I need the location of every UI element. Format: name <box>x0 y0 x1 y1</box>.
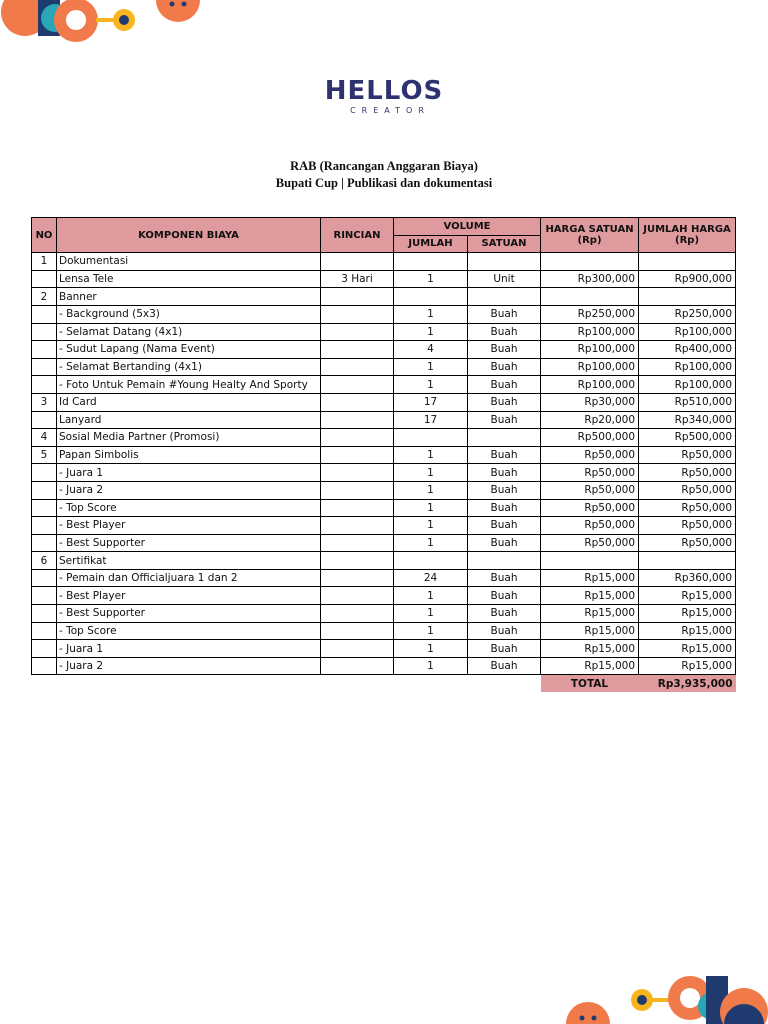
cell-harga-satuan: Rp100,000 <box>541 341 639 359</box>
cell-komponen: - Juara 1 <box>57 640 321 658</box>
cell-satuan: Buah <box>468 446 541 464</box>
table-row <box>32 481 736 499</box>
cell-no: 1 <box>32 253 57 271</box>
cell-rincian <box>321 657 394 675</box>
cell-rincian <box>321 305 394 323</box>
cell-jumlah-harga: Rp900,000 <box>639 270 736 288</box>
cell-jumlah: 1 <box>394 305 468 323</box>
cell-komponen: - Juara 2 <box>57 657 321 675</box>
logo-subtitle: CREATOR <box>350 106 430 115</box>
table-row <box>32 605 736 623</box>
title-line-2: Bupati Cup | Publikasi dan dokumentasi <box>275 176 493 190</box>
cell-rincian <box>321 640 394 658</box>
cell-no: 5 <box>32 446 57 464</box>
cell-jumlah-harga: Rp50,000 <box>639 517 736 535</box>
total-row <box>32 675 736 692</box>
cell-satuan: Buah <box>468 376 541 394</box>
cell-harga-satuan: Rp50,000 <box>541 446 639 464</box>
table-row <box>32 499 736 517</box>
cell-harga-satuan: Rp500,000 <box>541 429 639 447</box>
cell-no <box>32 499 57 517</box>
table-row <box>32 288 736 306</box>
cell-satuan: Buah <box>468 341 541 359</box>
cell-jumlah-harga: Rp100,000 <box>639 358 736 376</box>
cell-harga-satuan: Rp50,000 <box>541 464 639 482</box>
cell-jumlah: 1 <box>394 323 468 341</box>
cell-no <box>32 657 57 675</box>
total-value: Rp3,935,000 <box>639 675 736 692</box>
cell-jumlah-harga: Rp360,000 <box>639 569 736 587</box>
cell-harga-satuan: Rp20,000 <box>541 411 639 429</box>
cell-satuan <box>468 552 541 570</box>
cell-komponen: - Background (5x3) <box>57 305 321 323</box>
cell-rincian <box>321 464 394 482</box>
cell-jumlah-harga: Rp340,000 <box>639 411 736 429</box>
cell-rincian <box>321 481 394 499</box>
header-jumlah-harga-label: JUMLAH HARGA <box>643 224 731 236</box>
logo-wordmark: HELLOS <box>324 76 444 106</box>
cell-komponen: - Top Score <box>57 499 321 517</box>
cell-komponen: Lensa Tele <box>57 270 321 288</box>
cell-harga-satuan: Rp300,000 <box>541 270 639 288</box>
cell-rincian <box>321 358 394 376</box>
cell-komponen: - Foto Untuk Pemain #Young Healty And Sporty <box>57 376 321 394</box>
cell-jumlah: 1 <box>394 481 468 499</box>
cell-jumlah: 17 <box>394 411 468 429</box>
cell-jumlah-harga: Rp500,000 <box>639 429 736 447</box>
cell-harga-satuan: Rp50,000 <box>541 499 639 517</box>
cell-no: 4 <box>32 429 57 447</box>
cell-harga-satuan: Rp15,000 <box>541 587 639 605</box>
cell-satuan: Buah <box>468 393 541 411</box>
cell-harga-satuan: Rp15,000 <box>541 622 639 640</box>
cell-satuan: Buah <box>468 411 541 429</box>
cell-harga-satuan: Rp15,000 <box>541 605 639 623</box>
cell-rincian <box>321 341 394 359</box>
cell-no <box>32 587 57 605</box>
cell-harga-satuan: Rp100,000 <box>541 323 639 341</box>
cell-no: 2 <box>32 288 57 306</box>
cell-komponen: - Pemain dan Officialjuara 1 dan 2 <box>57 569 321 587</box>
cell-rincian <box>321 552 394 570</box>
cell-no <box>32 358 57 376</box>
cell-satuan <box>468 288 541 306</box>
cell-satuan <box>468 253 541 271</box>
cell-komponen: Sosial Media Partner (Promosi) <box>57 429 321 447</box>
cell-komponen: - Best Supporter <box>57 534 321 552</box>
cell-satuan: Buah <box>468 499 541 517</box>
cell-harga-satuan <box>541 253 639 271</box>
header-jumlah-harga <box>639 218 736 253</box>
cell-rincian <box>321 323 394 341</box>
cell-satuan: Buah <box>468 323 541 341</box>
cell-komponen: - Best Player <box>57 517 321 535</box>
header-harga-satuan-unit: (Rp) <box>577 235 602 247</box>
cell-jumlah-harga: Rp50,000 <box>639 464 736 482</box>
document-title <box>0 158 768 192</box>
cell-jumlah-harga: Rp15,000 <box>639 622 736 640</box>
cell-satuan: Buah <box>468 640 541 658</box>
cell-jumlah-harga <box>639 552 736 570</box>
cell-jumlah <box>394 429 468 447</box>
cell-no <box>32 341 57 359</box>
cell-rincian <box>321 499 394 517</box>
table-row <box>32 305 736 323</box>
cell-satuan: Buah <box>468 605 541 623</box>
corner-decoration-bottom <box>558 970 768 1024</box>
cell-komponen: Papan Simbolis <box>57 446 321 464</box>
cell-satuan: Buah <box>468 358 541 376</box>
cell-jumlah: 4 <box>394 341 468 359</box>
table-row <box>32 517 736 535</box>
cell-jumlah <box>394 552 468 570</box>
cell-satuan: Unit <box>468 270 541 288</box>
helios-creator-logo <box>0 78 768 115</box>
header-jumlah-harga-unit: (Rp) <box>675 235 700 247</box>
cell-jumlah-harga: Rp15,000 <box>639 587 736 605</box>
budget-table <box>31 217 736 692</box>
table-row <box>32 622 736 640</box>
header-harga-satuan-label: HARGA SATUAN <box>545 224 634 236</box>
cell-jumlah: 17 <box>394 393 468 411</box>
table-row <box>32 657 736 675</box>
cell-rincian <box>321 446 394 464</box>
cell-jumlah-harga: Rp15,000 <box>639 657 736 675</box>
cell-rincian <box>321 376 394 394</box>
cell-jumlah <box>394 253 468 271</box>
cell-satuan: Buah <box>468 534 541 552</box>
cell-harga-satuan: Rp100,000 <box>541 358 639 376</box>
cell-jumlah: 1 <box>394 358 468 376</box>
cell-komponen: - Best Player <box>57 587 321 605</box>
cell-harga-satuan: Rp15,000 <box>541 569 639 587</box>
table-row <box>32 587 736 605</box>
header-satuan: SATUAN <box>468 235 541 253</box>
header-volume: VOLUME <box>394 218 541 236</box>
cell-komponen: - Selamat Datang (4x1) <box>57 323 321 341</box>
cell-jumlah: 1 <box>394 657 468 675</box>
cell-jumlah: 1 <box>394 270 468 288</box>
cell-jumlah: 1 <box>394 605 468 623</box>
cell-satuan: Buah <box>468 622 541 640</box>
cell-harga-satuan: Rp15,000 <box>541 657 639 675</box>
cell-no: 3 <box>32 393 57 411</box>
cell-rincian <box>321 622 394 640</box>
cell-harga-satuan <box>541 288 639 306</box>
cell-jumlah-harga: Rp400,000 <box>639 341 736 359</box>
cell-harga-satuan: Rp100,000 <box>541 376 639 394</box>
cell-komponen: - Best Supporter <box>57 605 321 623</box>
cell-komponen: Sertifikat <box>57 552 321 570</box>
cell-satuan: Buah <box>468 481 541 499</box>
header-no: NO <box>32 218 57 253</box>
cell-jumlah-harga: Rp510,000 <box>639 393 736 411</box>
cell-no <box>32 270 57 288</box>
cell-rincian <box>321 517 394 535</box>
cell-jumlah-harga: Rp50,000 <box>639 499 736 517</box>
cell-no <box>32 464 57 482</box>
cell-rincian <box>321 587 394 605</box>
cell-satuan: Buah <box>468 305 541 323</box>
cell-jumlah-harga: Rp50,000 <box>639 481 736 499</box>
table-row <box>32 534 736 552</box>
table-row <box>32 411 736 429</box>
cell-komponen: Lanyard <box>57 411 321 429</box>
cell-jumlah: 1 <box>394 622 468 640</box>
cell-jumlah-harga <box>639 288 736 306</box>
cell-komponen: Id Card <box>57 393 321 411</box>
cell-jumlah: 1 <box>394 640 468 658</box>
cell-komponen: - Top Score <box>57 622 321 640</box>
cell-jumlah: 1 <box>394 587 468 605</box>
cell-rincian <box>321 253 394 271</box>
table-row <box>32 341 736 359</box>
cell-jumlah-harga: Rp50,000 <box>639 534 736 552</box>
cell-rincian: 3 Hari <box>321 270 394 288</box>
cell-komponen: - Selamat Bertanding (4x1) <box>57 358 321 376</box>
table-row <box>32 446 736 464</box>
table-row <box>32 569 736 587</box>
cell-komponen: Dokumentasi <box>57 253 321 271</box>
cell-satuan: Buah <box>468 569 541 587</box>
cell-satuan: Buah <box>468 657 541 675</box>
cell-komponen: - Sudut Lapang (Nama Event) <box>57 341 321 359</box>
total-label: TOTAL <box>541 675 639 692</box>
cell-no <box>32 517 57 535</box>
cell-harga-satuan: Rp250,000 <box>541 305 639 323</box>
cell-harga-satuan: Rp15,000 <box>541 640 639 658</box>
table-row <box>32 270 736 288</box>
cell-jumlah-harga: Rp250,000 <box>639 305 736 323</box>
cell-no <box>32 622 57 640</box>
cell-satuan: Buah <box>468 464 541 482</box>
total-spacer <box>32 675 541 692</box>
cell-jumlah-harga: Rp15,000 <box>639 640 736 658</box>
table-row <box>32 464 736 482</box>
cell-rincian <box>321 429 394 447</box>
cell-satuan: Buah <box>468 517 541 535</box>
cell-no <box>32 323 57 341</box>
cell-no <box>32 305 57 323</box>
cell-no <box>32 640 57 658</box>
cell-rincian <box>321 534 394 552</box>
header-harga-satuan <box>541 218 639 253</box>
cell-harga-satuan <box>541 552 639 570</box>
cell-komponen: - Juara 2 <box>57 481 321 499</box>
cell-jumlah: 1 <box>394 446 468 464</box>
cell-jumlah-harga: Rp100,000 <box>639 376 736 394</box>
cell-no <box>32 569 57 587</box>
cell-jumlah: 1 <box>394 499 468 517</box>
table-body <box>32 253 736 675</box>
cell-jumlah-harga: Rp15,000 <box>639 605 736 623</box>
table-row <box>32 640 736 658</box>
cell-rincian <box>321 393 394 411</box>
cell-rincian <box>321 411 394 429</box>
cell-satuan: Buah <box>468 587 541 605</box>
cell-harga-satuan: Rp50,000 <box>541 517 639 535</box>
corner-decoration-top <box>0 0 210 50</box>
cell-jumlah <box>394 288 468 306</box>
title-line-1: RAB (Rancangan Anggaran Biaya) <box>290 159 478 173</box>
cell-komponen: Banner <box>57 288 321 306</box>
cell-jumlah-harga <box>639 253 736 271</box>
header-rincian: RINCIAN <box>321 218 394 253</box>
cell-harga-satuan: Rp50,000 <box>541 534 639 552</box>
cell-satuan <box>468 429 541 447</box>
cell-no <box>32 534 57 552</box>
table-row <box>32 358 736 376</box>
cell-jumlah: 1 <box>394 517 468 535</box>
cell-jumlah: 1 <box>394 376 468 394</box>
cell-komponen: - Juara 1 <box>57 464 321 482</box>
cell-harga-satuan: Rp30,000 <box>541 393 639 411</box>
table-row <box>32 323 736 341</box>
header-jumlah: JUMLAH <box>394 235 468 253</box>
cell-rincian <box>321 569 394 587</box>
cell-no <box>32 411 57 429</box>
cell-jumlah: 1 <box>394 464 468 482</box>
cell-no <box>32 481 57 499</box>
cell-no <box>32 605 57 623</box>
table-row <box>32 393 736 411</box>
cell-jumlah-harga: Rp50,000 <box>639 446 736 464</box>
cell-no <box>32 376 57 394</box>
cell-jumlah: 24 <box>394 569 468 587</box>
cell-jumlah: 1 <box>394 534 468 552</box>
table-row <box>32 552 736 570</box>
cell-no: 6 <box>32 552 57 570</box>
cell-jumlah-harga: Rp100,000 <box>639 323 736 341</box>
table-row <box>32 376 736 394</box>
header-komponen-biaya: KOMPONEN BIAYA <box>57 218 321 253</box>
table-row <box>32 429 736 447</box>
cell-harga-satuan: Rp50,000 <box>541 481 639 499</box>
table-row <box>32 253 736 271</box>
cell-rincian <box>321 605 394 623</box>
cell-rincian <box>321 288 394 306</box>
